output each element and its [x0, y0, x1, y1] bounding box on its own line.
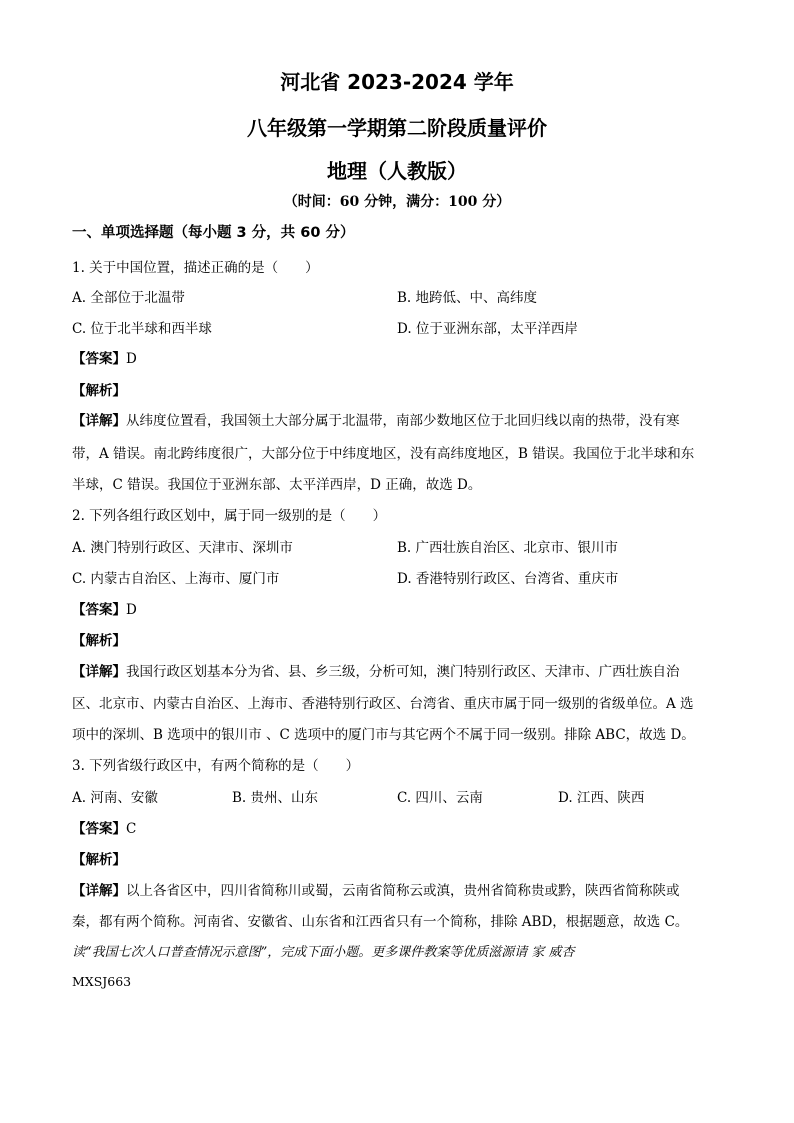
detail-tag: 【详解】 [72, 413, 126, 429]
q2-detail-line1 [72, 660, 680, 680]
q1-stem: 1. 关于中国位置，描述正确的是（ ） [72, 260, 319, 276]
q2-answer [72, 598, 137, 618]
q1-answer [72, 347, 137, 367]
q1-detail-line3: 半球，C 错误。我国位于亚洲东部、太平洋西岸，D 正确，故选 D。 [72, 477, 482, 493]
q3-stem: 3. 下列省级行政区中，有两个简称的是（ ） [72, 758, 360, 774]
detail-text: 从纬度位置看，我国领土大部分属于北温带，南部少数地区位于北回归线以南的热带，没有寒 [126, 413, 680, 429]
q2-option-d: D. 香港特别行政区、台湾省、重庆市 [397, 571, 619, 587]
answer-value: D [126, 351, 137, 367]
q1-option-b: B. 地跨低、中、高纬度 [397, 290, 538, 306]
doc-code: MXSJ663 [72, 974, 132, 989]
exam-info: （时间：60 分钟，满分：100 分） [283, 194, 511, 210]
q2-detail-line2: 区、北京市、内蒙古自治区、上海市、香港特别行政区、台湾省、重庆市属于同一级别的省级单位。A 选 [72, 696, 694, 712]
q1-option-a: A. 全部位于北温带 [72, 290, 185, 306]
q3-detail-line1 [72, 879, 680, 899]
q1-analysis-tag: 【解析】 [72, 383, 126, 399]
q1-detail-line1 [72, 409, 680, 429]
q3-answer [72, 817, 136, 837]
answer-tag: 【答案】 [72, 821, 126, 837]
answer-tag: 【答案】 [72, 351, 126, 367]
answer-tag: 【答案】 [72, 602, 126, 618]
q3-option-d: D. 江西、陕西 [558, 790, 645, 806]
detail-text: 我国行政区划基本分为省、县、乡三级，分析可知，澳门特别行政区、天津市、广西壮族自治 [126, 664, 680, 680]
answer-value: D [126, 602, 137, 618]
q1-option-c: C. 位于北半球和西半球 [72, 321, 212, 337]
q1-option-d: D. 位于亚洲东部，太平洋西岸 [397, 321, 578, 337]
title-line1: 河北省 2023-2024 学年 [280, 70, 514, 94]
reading-prompt: 读“我国七次人口普查情况示意图”，完成下面小题。更多课件教案等优质滋源请 家 威杏 [72, 945, 575, 960]
q2-option-b: B. 广西壮族自治区、北京市、银川市 [397, 540, 619, 556]
q3-detail-line2: 秦，都有两个简称。河南省、安徽省、山东省和江西省只有一个简称，排除 ABD，根据题意，故选 C。 [72, 914, 689, 930]
q3-option-a: A. 河南、安徽 [72, 790, 158, 806]
title-line3: 地理（人教版） [327, 159, 467, 183]
q2-detail-line3: 项中的深圳、B 选项中的银川市 、C 选项中的厦门市与其它两个不属于同一级别。排除 ABC，故选 D。 [72, 727, 695, 743]
detail-tag: 【详解】 [72, 664, 126, 680]
detail-text: 以上各省区中，四川省简称川或蜀，云南省简称云或滇，贵州省简称贵或黔，陕西省简称陕或 [126, 883, 680, 899]
q2-option-a: A. 澳门特别行政区、天津市、深圳市 [72, 540, 293, 556]
q2-option-c: C. 内蒙古自治区、上海市、厦门市 [72, 571, 280, 587]
q1-detail-line2: 带，A 错误。南北跨纬度很广，大部分位于中纬度地区，没有高纬度地区，B 错误。我国位于北半球和东 [72, 446, 695, 462]
detail-tag: 【详解】 [72, 883, 126, 899]
q3-option-b: B. 贵州、山东 [232, 790, 319, 806]
title-line2: 八年级第一学期第二阶段质量评价 [247, 116, 547, 140]
q3-analysis-tag: 【解析】 [72, 852, 126, 868]
q3-option-c: C. 四川、云南 [397, 790, 483, 806]
section-heading: 一、单项选择题（每小题 3 分，共 60 分） [72, 225, 355, 241]
answer-value: C [126, 821, 137, 837]
q2-analysis-tag: 【解析】 [72, 633, 126, 649]
q2-stem: 2. 下列各组行政区划中，属于同一级别的是（ ） [72, 508, 387, 524]
